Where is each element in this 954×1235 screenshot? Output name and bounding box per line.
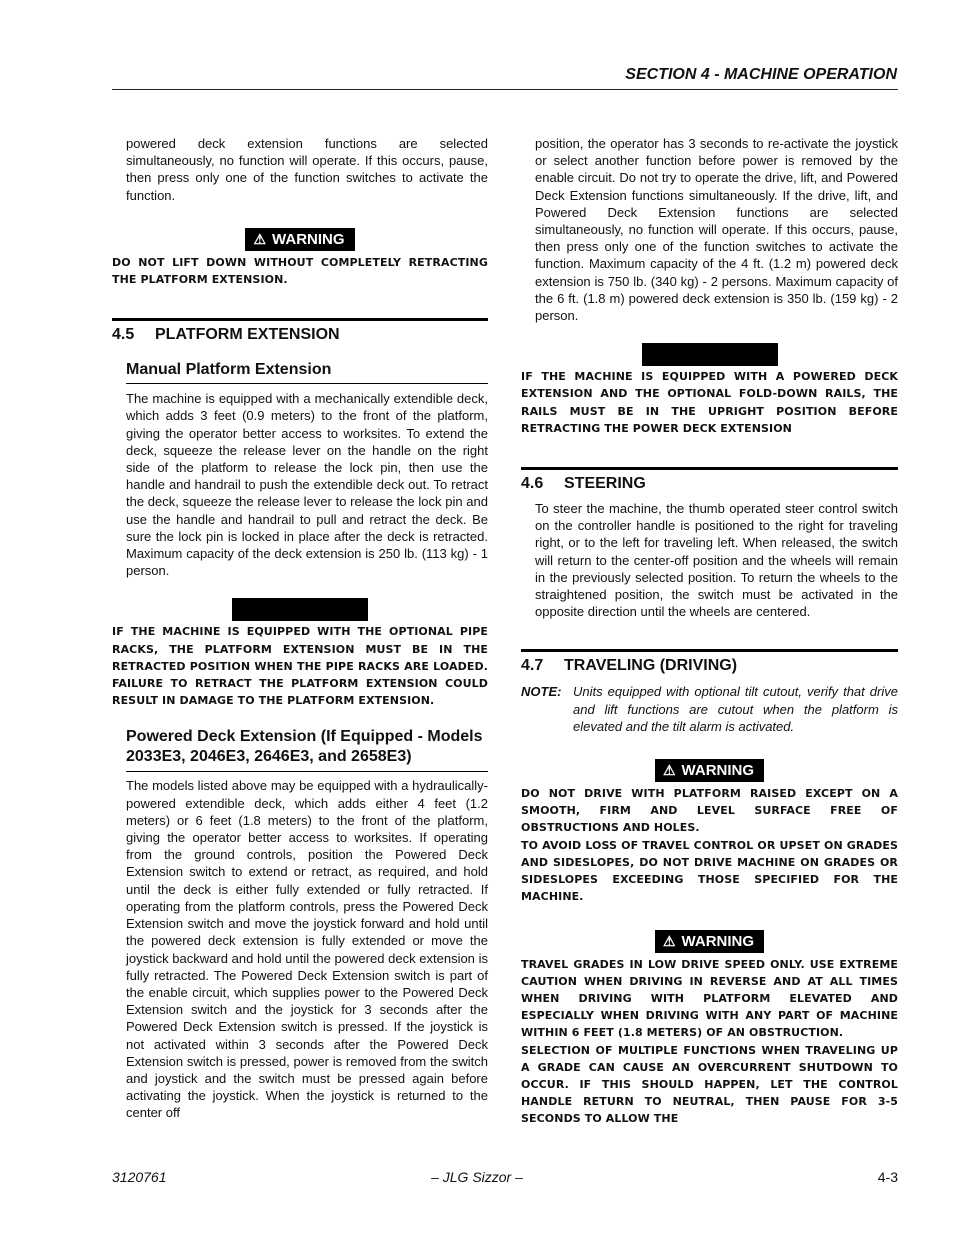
- warning-banner-1: [112, 228, 488, 251]
- note-block: [521, 683, 898, 735]
- subsection-heading-manual: Manual Platform Extension: [126, 361, 332, 379]
- footer-center-text: – JLG Sizzor –: [431, 1169, 523, 1185]
- section-heading-4-5: [112, 326, 488, 344]
- section-rule: [521, 467, 898, 470]
- subsection-heading-powered: Powered Deck Extension (If Equipped - Models 2033E3, 2046E3, 2646E3, and 2658E3): [126, 728, 483, 766]
- warning-label: WARNING: [272, 230, 345, 248]
- section-number: 4.5: [112, 326, 135, 344]
- section-rule: [112, 318, 488, 321]
- warning-text: SELECTION OF MULTIPLE FUNCTIONS WHEN TRAVELING UP A GRADE CAN CAUSE AN OVERCURRENT SHUTDOWN TO OCCUR. IF THIS SHOULD HAPPEN, LET THE CONTROL HANDLE RETURN TO NEUTRAL, THEN PAUSE FOR 3-5 SECONDS TO ALLOW THE: [521, 1043, 898, 1126]
- powered-paragraph: The models listed above may be equipped with a hydraulically-powered extendible deck, which adds either 4 feet (1.2 meters) or 6 feet (1.8 meters) to the front of the platform, giving the operator better access to worksites. If operating from the ground controls, position the Powered Deck Extension switch to extend or retract, as required, and hold until the deck is either fully extended or fully retracted. If operating from the platform controls, press the Powered Deck Extension switch and move the joystick forward and hold until the powered deck extension is fully extended or move the joystick backward and hold until the powered deck extension is fully retracted. The Powered Deck Extension switch is part of the enable circuit, which supplies power to the Powered Deck Extension switch and the joystick for 3 seconds after the Powered Deck Extension switch is pressed. If the joystick is not activated within 3 seconds after the Powered Deck Extension switch is pressed, power is removed from the switch and joystick and the switch must be pressed again before activating the joystick. When the joystick is returned to the center off: [126, 778, 488, 1121]
- subsection-rule: [126, 771, 488, 772]
- section-title-text: STEERING: [564, 475, 646, 493]
- header-rule: [112, 89, 898, 90]
- footer-doc-number: 3120761: [112, 1169, 167, 1185]
- warning-triangle-icon: ⚠: [662, 932, 676, 949]
- right-column: [521, 135, 898, 1128]
- steering-paragraph: To steer the machine, the thumb operated steer control switch on the controller handle is positioned to the right for traveling right, or to the left for traveling left. When released, the switch will return to the center-off position and the wheels will remain in the previously selected position. To return the wheels to the straightened position, the switch must be activated in the opposite direction until the wheels are centered.: [535, 501, 898, 620]
- notice-banner-2: [642, 343, 778, 366]
- warning-banner-3: [521, 930, 898, 953]
- section-heading-4-6: [521, 475, 898, 493]
- note-text: Units equipped with optional tilt cutout, verify that drive and lift functions are cutout when the platform is elevated and the tilt alarm is activated.: [573, 684, 898, 734]
- warning-label: WARNING: [681, 762, 755, 780]
- intro-paragraph: powered deck extension functions are selected simultaneously, no function will operate. If this occurs, pause, then press only one of the function switches to activate the function.: [126, 136, 488, 203]
- section-heading-4-7: [521, 657, 898, 675]
- continued-paragraph: position, the operator has 3 seconds to re-activate the joystick or select another function before power is removed by the enable circuit. Do not try to operate the drive, lift, and Powered Deck Extension functions simultaneously. If the drive, lift, and Powered Deck Extension functions are selected simultaneously, no function will operate. If this occurs, pause, then press only one of the function switches to activate the function. Maximum capacity of the 4 ft. (1.2 m) powered deck extension is 750 lb. (340 kg) - 2 persons. Maximum capacity of the 6 ft. (1.8 m) powered deck extension is 350 lb. (159 kg) - 2 person.: [535, 136, 898, 324]
- warning-text: DO NOT DRIVE WITH PLATFORM RAISED EXCEPT ON A SMOOTH, FIRM AND LEVEL SURFACE FREE OF OBSTRUCTIONS AND HOLES.: [521, 787, 898, 835]
- notice-text: IF THE MACHINE IS EQUIPPED WITH THE OPTIONAL PIPE RACKS, THE PLATFORM EXTENSION MUST BE IN THE RETRACTED POSITION WHEN THE PIPE RACKS ARE LOADED. FAILURE TO RETRACT THE PLATFORM EXTENSION COULD RESULT IN DAMAGE TO THE PLATFORM EXTENSION.: [112, 625, 488, 708]
- left-column: [112, 135, 488, 1122]
- section-rule: [521, 649, 898, 652]
- warning-label: WARNING: [681, 932, 755, 950]
- section-title-text: PLATFORM EXTENSION: [155, 326, 340, 344]
- section-title: SECTION 4 - MACHINE OPERATION: [625, 66, 897, 83]
- section-number: 4.7: [521, 657, 544, 675]
- warning-triangle-icon: ⚠: [662, 762, 676, 779]
- manual-paragraph: The machine is equipped with a mechanically extendible deck, which adds 3 feet (0.9 meters) to the front of the platform, giving the operator better access to worksites. To extend the deck, squeeze the release lever on the handle on the right side of the platform to release the lock pin, then use the handle and handrail to push the extendible deck out. To retract the deck, squeeze the release lever to release the lock pin and use the handle and handrail to pull and retract the deck. Be sure the lock pin is locked in place after the deck is retracted. Maximum capacity of the deck extension is 250 lb. (113 kg) - 1 person.: [126, 391, 488, 579]
- warning-text: DO NOT LIFT DOWN WITHOUT COMPLETELY RETRACTING THE PLATFORM EXTENSION.: [112, 255, 488, 287]
- warning-text: TO AVOID LOSS OF TRAVEL CONTROL OR UPSET ON GRADES AND SIDESLOPES, DO NOT DRIVE MACHINE ON GRADES OR SIDESLOPES EXCEEDING THOSE SPECIFIED FOR THE MACHINE.: [521, 838, 898, 904]
- warning-text: TRAVEL GRADES IN LOW DRIVE SPEED ONLY. USE EXTREME CAUTION WHEN DRIVING IN REVERSE AND AT ALL TIMES WHEN DRIVING WITH PLATFORM ELEVATED AND ESPECIALLY WHEN DRIVING WITH ANY PART OF MACHINE WITHIN 6 FEET (1.8 METERS) OF AN OBSTRUCTION.: [521, 957, 898, 1040]
- section-title-text: TRAVELING (DRIVING): [564, 657, 738, 675]
- subsection-rule: [126, 383, 488, 384]
- warning-triangle-icon: ⚠: [253, 230, 267, 247]
- footer-page-number: 4-3: [877, 1169, 898, 1185]
- notice-text: IF THE MACHINE IS EQUIPPED WITH A POWERED DECK EXTENSION AND THE OPTIONAL FOLD-DOWN RAILS, THE RAILS MUST BE IN THE UPRIGHT POSITION BEFORE RETRACTING THE POWER DECK EXTENSION: [521, 370, 898, 435]
- section-number: 4.6: [521, 475, 544, 493]
- warning-banner-2: [521, 759, 898, 782]
- note-label: NOTE:: [521, 684, 562, 700]
- notice-banner-1: [232, 598, 368, 621]
